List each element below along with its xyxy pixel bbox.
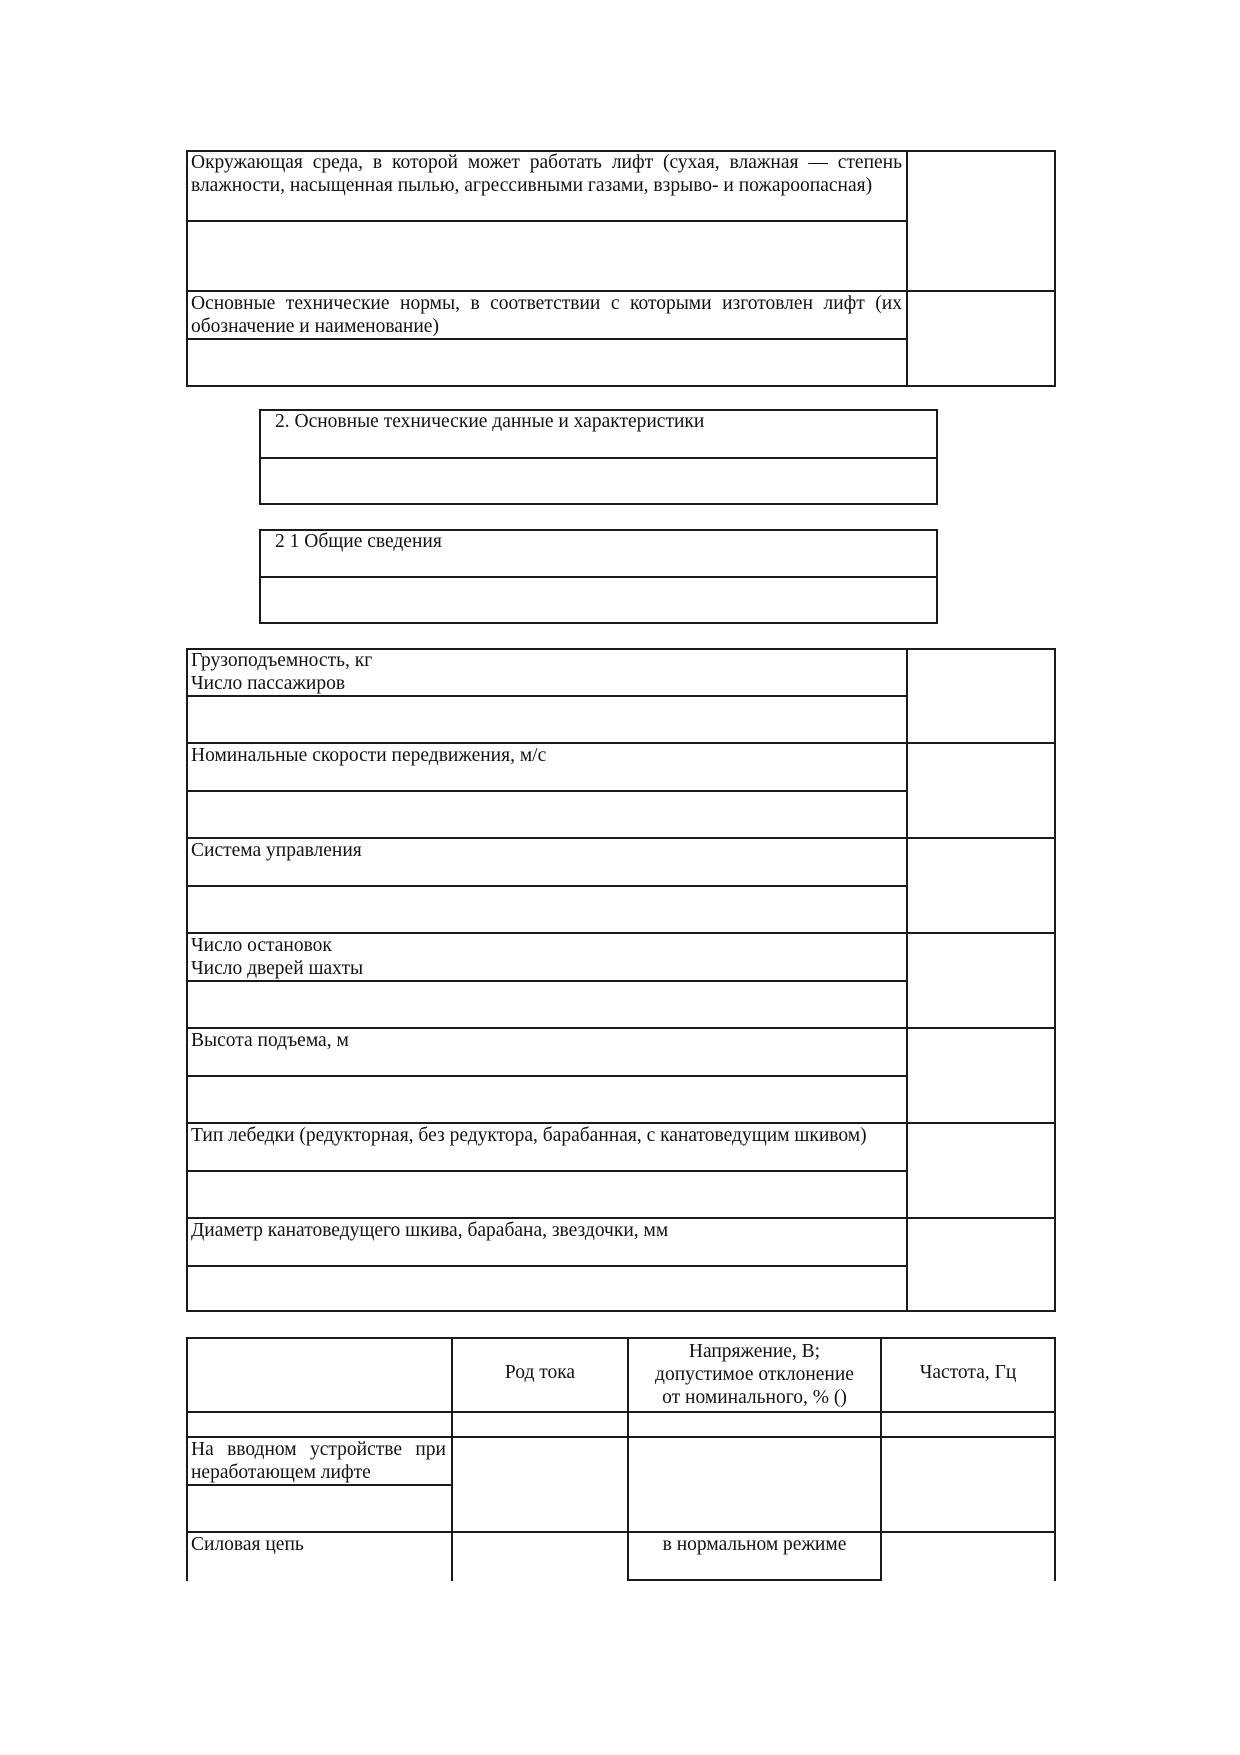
input-device-label: На вводном устройстве при неработающем лифте <box>191 1439 446 1483</box>
main-heading: 2. Основные технические данные и характеристики <box>275 411 705 432</box>
frequency-header: Частота, Гц <box>919 1362 1017 1383</box>
current-type-header: Род тока <box>504 1362 576 1383</box>
voltage-header-line2: допустимое отклонение <box>655 1364 854 1385</box>
doors-label: Число дверей шахты <box>191 957 364 979</box>
norms-label: Основные технические нормы, в соответствии с которыми изготовлен лифт (их обозначение и наименование) <box>191 293 902 337</box>
capacity-cell <box>191 650 902 695</box>
voltage-header-line3: от номинального, % () <box>662 1387 847 1408</box>
height-label: Высота подъема, м <box>191 1030 349 1051</box>
stops-label: Число остановок <box>191 935 332 956</box>
sub-heading: 2 1 Общие сведения <box>275 531 442 552</box>
passengers-label: Число пассажиров <box>191 672 346 694</box>
control-label: Система управления <box>191 840 362 861</box>
winch-label: Тип лебедки (редукторная, без редуктора, барабанная, с канатоведущим шкивом) <box>191 1125 867 1146</box>
capacity-label: Грузоподъемность, кг <box>191 650 373 671</box>
voltage-header-line1: Напряжение, В; <box>688 1341 821 1362</box>
stops-cell <box>191 935 902 980</box>
environment-label: Окружающая среда, в которой может работать лифт (сухая, влажная — степень влажности, насыщенная пылью, агрессивными газами, взрыво- и пожароопасная) <box>191 152 902 196</box>
voltage-header <box>629 1340 880 1409</box>
normal-mode-label: в нормальном режиме <box>662 1534 847 1555</box>
power-circuit-label: Силовая цепь <box>191 1534 304 1555</box>
speed-label: Номинальные скорости передвижения, м/с <box>191 745 547 766</box>
diameter-label: Диаметр канатоведущего шкива, барабана, звездочки, мм <box>191 1220 669 1241</box>
